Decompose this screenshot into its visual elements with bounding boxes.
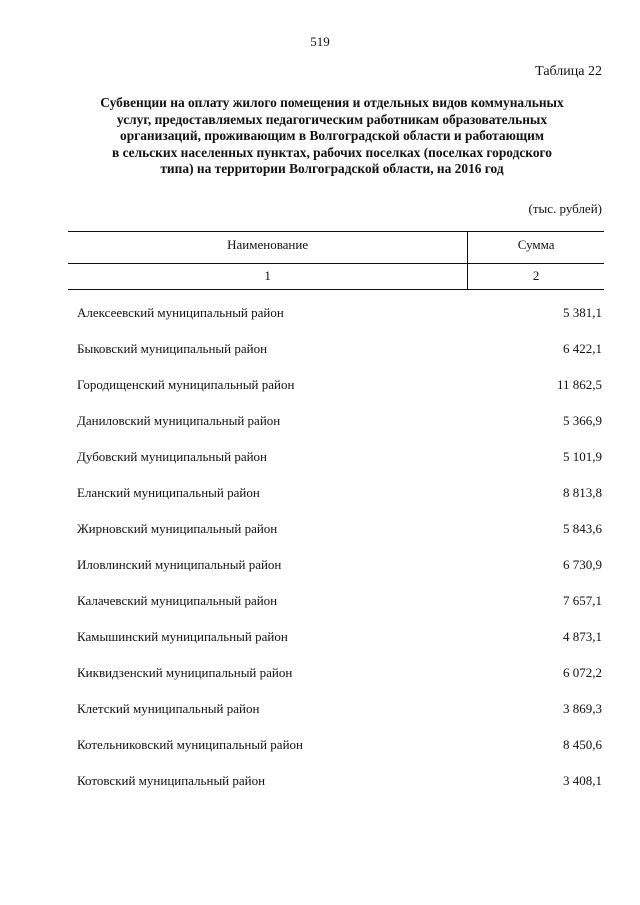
district-name: Котельниковский муниципальный район <box>77 737 303 752</box>
table-row <box>77 628 604 664</box>
district-amount: 6 072,2 <box>563 665 602 680</box>
district-amount: 5 101,9 <box>563 449 602 464</box>
title-line: организаций, проживающим в Волгоградской области и работающим <box>120 128 544 144</box>
table-row <box>77 520 604 556</box>
table-row <box>77 412 604 448</box>
district-name: Дубовский муниципальный район <box>77 449 268 464</box>
district-name: Алексеевский муниципальный район <box>77 305 284 320</box>
district-name: Клетский муниципальный район <box>77 701 260 716</box>
district-name: Калачевский муниципальный район <box>77 593 278 608</box>
table-row <box>77 772 604 808</box>
district-name: Даниловский муниципальный район <box>77 413 281 428</box>
district-name: Жирновский муниципальный район <box>77 521 278 536</box>
page-number: 519 <box>310 34 330 49</box>
header-name: Наименование <box>68 232 468 263</box>
district-amount: 6 730,9 <box>563 557 602 572</box>
district-name: Камышинский муниципальный район <box>77 629 288 644</box>
district-amount: 7 657,1 <box>563 593 602 608</box>
table-row <box>77 304 604 340</box>
district-name: Иловлинский муниципальный район <box>77 557 282 572</box>
table-row <box>77 736 604 772</box>
district-amount: 6 422,1 <box>563 341 602 356</box>
district-amount: 5 843,6 <box>563 521 602 536</box>
district-amount: 3 869,3 <box>563 701 602 716</box>
document-title <box>62 95 602 178</box>
header-row-titles <box>68 232 604 264</box>
table-row <box>77 592 604 628</box>
table-label: Таблица 22 <box>535 64 602 79</box>
district-amount: 3 408,1 <box>563 773 602 788</box>
header-col-2-number: 2 <box>532 268 540 283</box>
table-header <box>68 231 604 290</box>
table-row <box>77 664 604 700</box>
district-name: Киквидзенский муниципальный район <box>77 665 293 680</box>
header-row-numbers <box>68 264 604 289</box>
district-amount: 11 862,5 <box>556 377 602 392</box>
table-row <box>77 484 604 520</box>
district-name: Котовский муниципальный район <box>77 773 266 788</box>
table-row <box>77 448 604 484</box>
title-line: услуг, предоставляемых педагогическим работникам образовательных <box>116 111 548 127</box>
district-amount: 8 813,8 <box>563 485 602 500</box>
units-label: (тыс. рублей) <box>528 201 602 216</box>
district-amount: 5 366,9 <box>563 413 602 428</box>
district-name: Городищенский муниципальный район <box>77 377 295 392</box>
header-amount: Сумма <box>517 237 555 252</box>
table-row <box>77 556 604 592</box>
table-row <box>77 340 604 376</box>
title-line: типа) на территории Волгоградской области, на 2016 год <box>160 161 504 177</box>
table-body <box>77 304 604 808</box>
district-amount: 4 873,1 <box>563 629 602 644</box>
district-name: Еланский муниципальный район <box>77 485 260 500</box>
title-line: Субвенции на оплату жилого помещения и отдельных видов коммунальных <box>100 95 564 110</box>
district-name: Быковский муниципальный район <box>77 341 268 356</box>
table-row <box>77 700 604 736</box>
header-col-1-number: 1 <box>68 264 468 289</box>
table-row <box>77 376 604 412</box>
title-line: в сельских населенных пунктах, рабочих поселках (поселках городского <box>112 144 552 160</box>
district-amount: 8 450,6 <box>563 737 602 752</box>
district-amount: 5 381,1 <box>563 305 602 320</box>
